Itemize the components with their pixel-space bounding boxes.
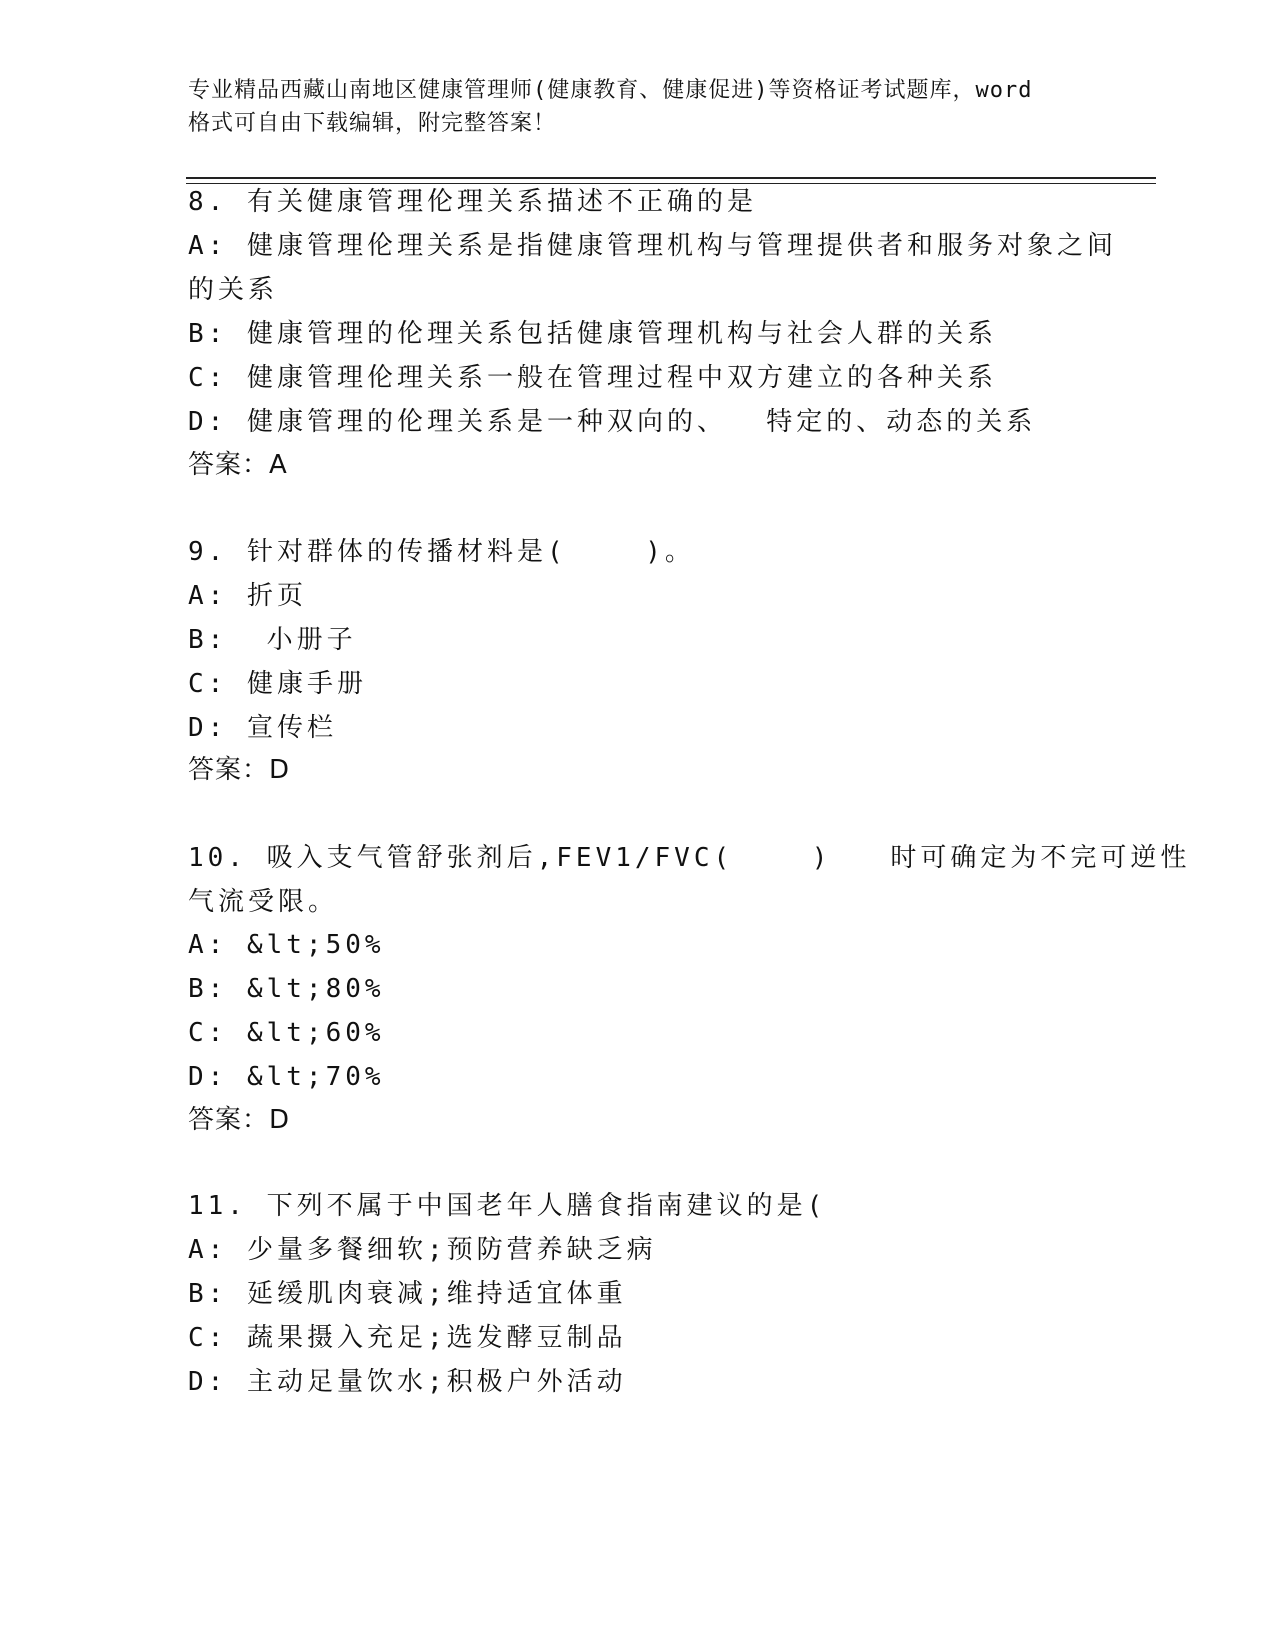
question-stem: 11. 下列不属于中国老年人膳食指南建议的是( — [188, 1191, 827, 1221]
header-divider-thick — [186, 177, 1156, 179]
option-d: D: 主动足量饮水;积极户外活动 — [188, 1367, 627, 1397]
answer: 答案：D — [188, 755, 291, 785]
document-header — [188, 74, 1088, 140]
question-stem: 9. 针对群体的传播材料是( )。 — [188, 537, 695, 567]
option-c: C: 健康手册 — [188, 669, 367, 699]
answer: 答案：A — [188, 450, 288, 480]
option-a-continued: 的关系 — [188, 275, 279, 305]
option-d: D: 健康管理的伦理关系是一种双向的、 特定的、动态的关系 — [188, 407, 1037, 437]
option-b: B: 延缓肌肉衰减;维持适宜体重 — [188, 1279, 627, 1309]
answer: 答案：D — [188, 1105, 291, 1135]
option-a: A: 折页 — [188, 581, 307, 611]
option-b: B: 小册子 — [188, 625, 357, 655]
option-b: B: 健康管理的伦理关系包括健康管理机构与社会人群的关系 — [188, 319, 997, 349]
option-c: C: 健康管理伦理关系一般在管理过程中双方建立的各种关系 — [188, 363, 997, 393]
option-c: C: &lt;60% — [188, 1018, 385, 1048]
question-stem-continued: 气流受限。 — [188, 887, 339, 917]
header-divider-thin — [186, 183, 1156, 184]
option-d: D: &lt;70% — [188, 1062, 385, 1092]
header-line-2: 格式可自由下载编辑，附完整答案！ — [188, 111, 557, 136]
header-line-1: 专业精品西藏山南地区健康管理师(健康教育、健康促进)等资格证考试题库，word — [188, 78, 1033, 103]
question-stem: 8. 有关健康管理伦理关系描述不正确的是 — [188, 187, 757, 217]
option-a: A: 少量多餐细软;预防营养缺乏病 — [188, 1235, 657, 1265]
question-stem: 10. 吸入支气管舒张剂后,FEV1/FVC( ) 时可确定为不完可逆性 — [188, 843, 1191, 873]
option-a: A: 健康管理伦理关系是指健康管理机构与管理提供者和服务对象之间 — [188, 231, 1117, 261]
option-a: A: &lt;50% — [188, 930, 385, 960]
option-b: B: &lt;80% — [188, 974, 385, 1004]
option-c: C: 蔬果摄入充足;选发酵豆制品 — [188, 1323, 627, 1353]
option-d: D: 宣传栏 — [188, 713, 337, 743]
